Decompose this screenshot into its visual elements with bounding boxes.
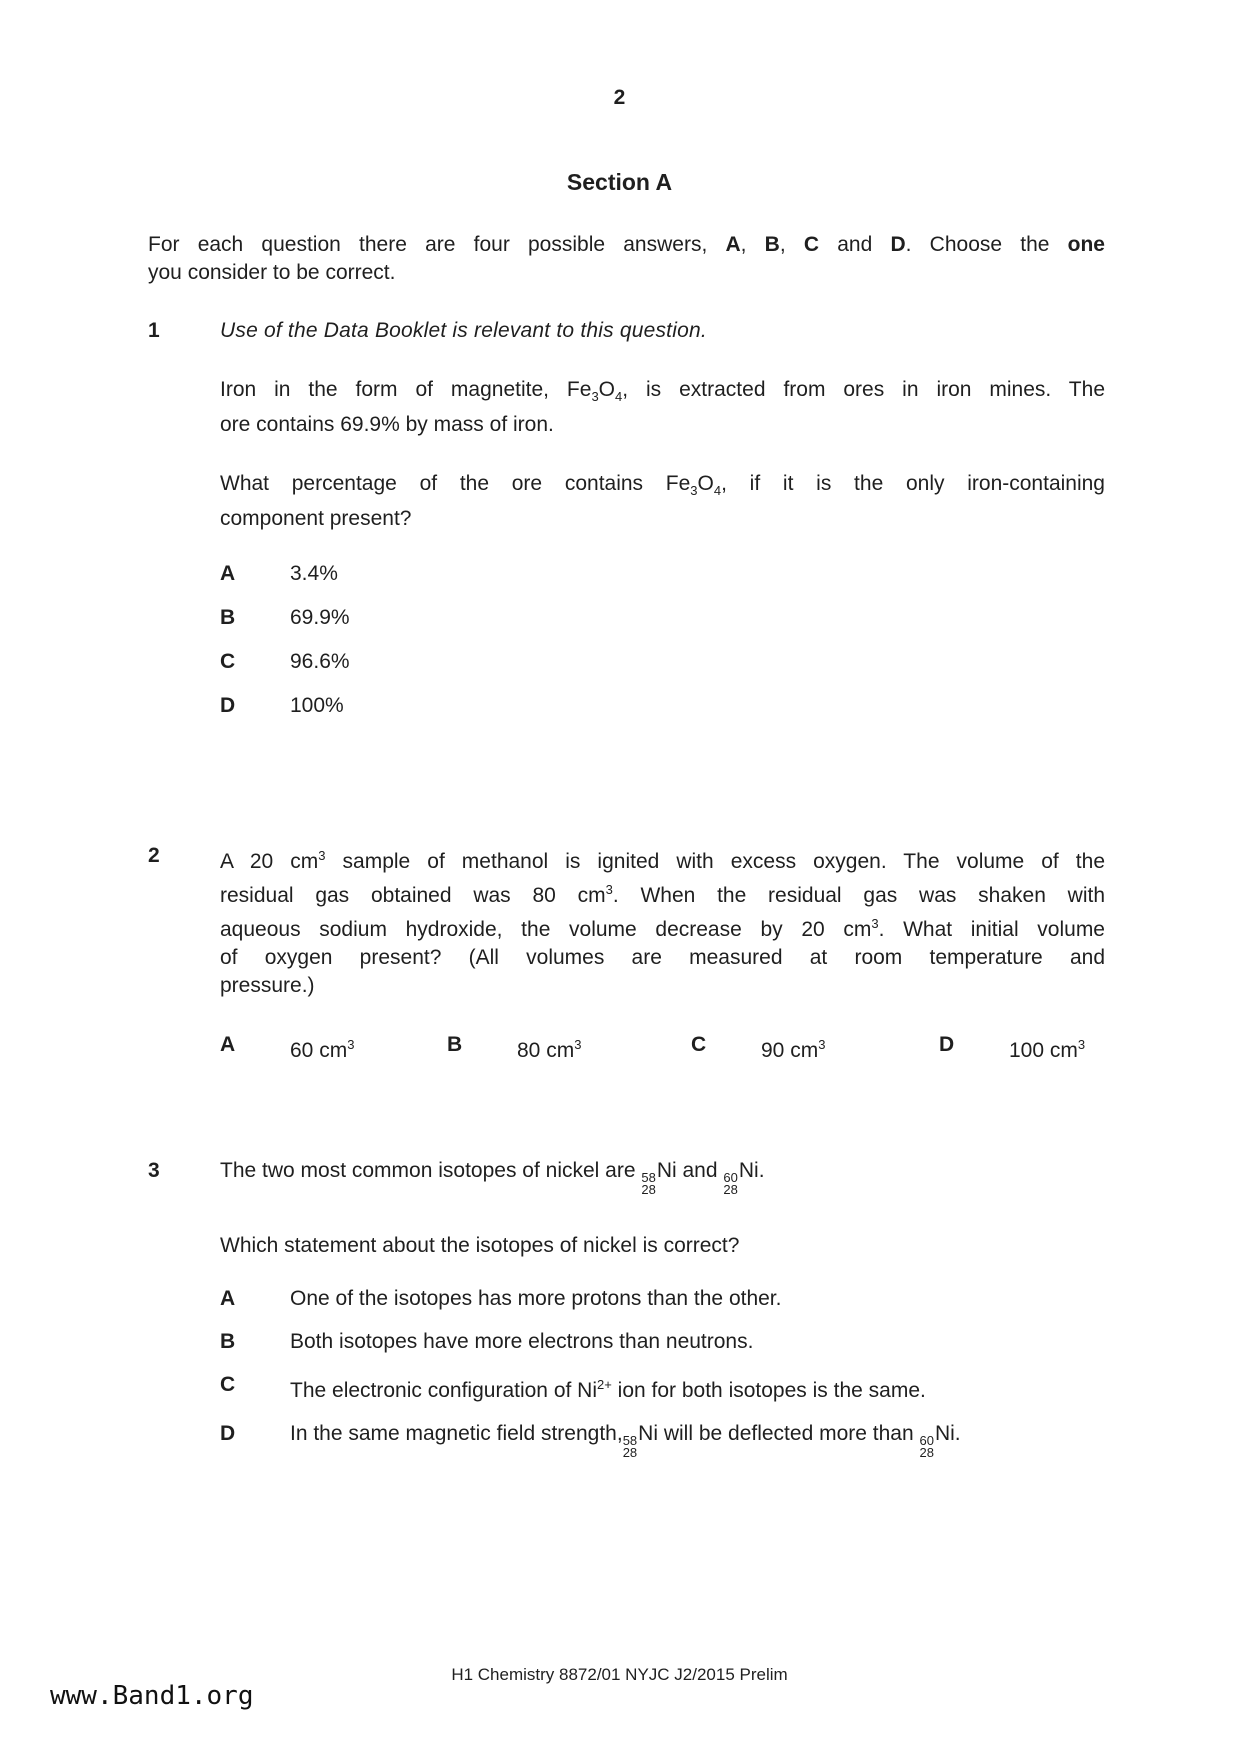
question-3-options: [220, 1285, 1105, 1459]
option-letter: A: [220, 1287, 236, 1310]
option-row-2d: [939, 1031, 1085, 1065]
question-3: [148, 1157, 1105, 1474]
footer-text: H1 Chemistry 8872/01 NYJC J2/2015 Prelim: [451, 1665, 788, 1684]
question-2-text: A 20 $cm^3$ sample of methanol is ignited with excess oxygen. The volume of the residual gas obtained was 80 $cm^3$. When the residual gas was shaken with aqueous sodium hydroxide, the volume decrease by 20 $cm^3$. What initial volume of oxygen present? (All volumes are measured at room temperature and pressure.): [220, 848, 1105, 997]
option-letter: B: [220, 1330, 236, 1353]
isotope-notation: 58 28 Ni: [641, 1159, 677, 1197]
question-2-body: [220, 842, 1105, 1065]
section-title: Section A: [566, 169, 673, 195]
question-3-body: [220, 1157, 1105, 1474]
question-1: [148, 317, 1105, 736]
option-value: 3.4%: [290, 562, 338, 585]
question-3-number: 3: [148, 1159, 160, 1182]
watermark-text: www.Band1.org: [50, 1681, 254, 1711]
option-value: The electronic configuration of $Ni^{2+}$ ion for both isotopes is the same.: [290, 1377, 926, 1402]
question-2-number: 2: [148, 844, 160, 867]
option-row-3c: [220, 1371, 1105, 1405]
option-value: 100 $cm^3$: [1009, 1037, 1086, 1062]
option-letter: C: [220, 650, 236, 673]
option-row-3b: [220, 1328, 1105, 1356]
question-2: [148, 842, 1105, 1065]
option-row-1d: [220, 692, 1105, 720]
option-letter: C: [691, 1033, 707, 1056]
option-letter: B: [447, 1033, 463, 1056]
option-row-2c: [691, 1031, 939, 1065]
option-row-1b: [220, 604, 1105, 632]
option-value: 69.9%: [290, 606, 350, 629]
page-content: [148, 231, 1105, 1474]
option-letter: A: [220, 562, 236, 585]
option-letter: C: [220, 1373, 236, 1396]
option-row-3a: [220, 1285, 1105, 1313]
option-letter: D: [939, 1033, 955, 1056]
option-letter: D: [220, 1422, 236, 1445]
question-2-options: [220, 1031, 1105, 1065]
option-value: 80 $cm^3$: [517, 1037, 582, 1062]
isotope-notation: 60 28 Ni: [919, 1422, 955, 1460]
isotope-notation: 58 28 Ni: [622, 1422, 658, 1460]
option-letter: A: [220, 1033, 236, 1056]
page-number: 2: [613, 86, 626, 109]
option-row-1c: [220, 648, 1105, 676]
option-row-1a: [220, 560, 1105, 588]
question-3-question: Which statement about the isotopes of nickel is correct?: [220, 1234, 740, 1257]
intro-text: For each question there are four possible answers, A, B, C and D. Choose the one you consider to be correct.: [148, 233, 1105, 284]
option-value: 96.6%: [290, 650, 350, 673]
question-3-stem: The two most common isotopes of nickel are 58 28 Ni and 60 28 Ni.: [220, 1159, 765, 1197]
option-row-3d: [220, 1420, 1105, 1459]
question-1-body: [220, 317, 1105, 736]
option-row-2b: [447, 1031, 691, 1065]
option-letter: B: [220, 606, 236, 629]
isotope-notation: 60 28 Ni: [723, 1159, 759, 1197]
option-row-2a: [220, 1031, 447, 1065]
option-value: 100%: [290, 694, 344, 717]
option-value: 90 $cm^3$: [761, 1037, 826, 1062]
option-value: 60 $cm^3$: [290, 1037, 355, 1062]
question-1-number: 1: [148, 319, 160, 342]
question-1-paragraph-2: What percentage of the ore contains $Fe_3O_4$, if it is the only iron-containing component present?: [220, 472, 1105, 530]
option-letter: D: [220, 694, 236, 717]
option-value: Both isotopes have more electrons than neutrons.: [290, 1330, 754, 1353]
question-1-preamble: Use of the Data Booklet is relevant to this question.: [220, 319, 707, 342]
option-value: In the same magnetic field strength, 58 28 Ni will be deflected more than 60 28 Ni.: [290, 1422, 961, 1460]
question-1-paragraph-1: Iron in the form of magnetite, $Fe_3O_4$, is extracted from ores in iron mines. The ore contains 69.9% by mass of iron.: [220, 378, 1105, 436]
question-1-options: [220, 560, 1105, 720]
option-value: One of the isotopes has more protons than the other.: [290, 1287, 782, 1310]
